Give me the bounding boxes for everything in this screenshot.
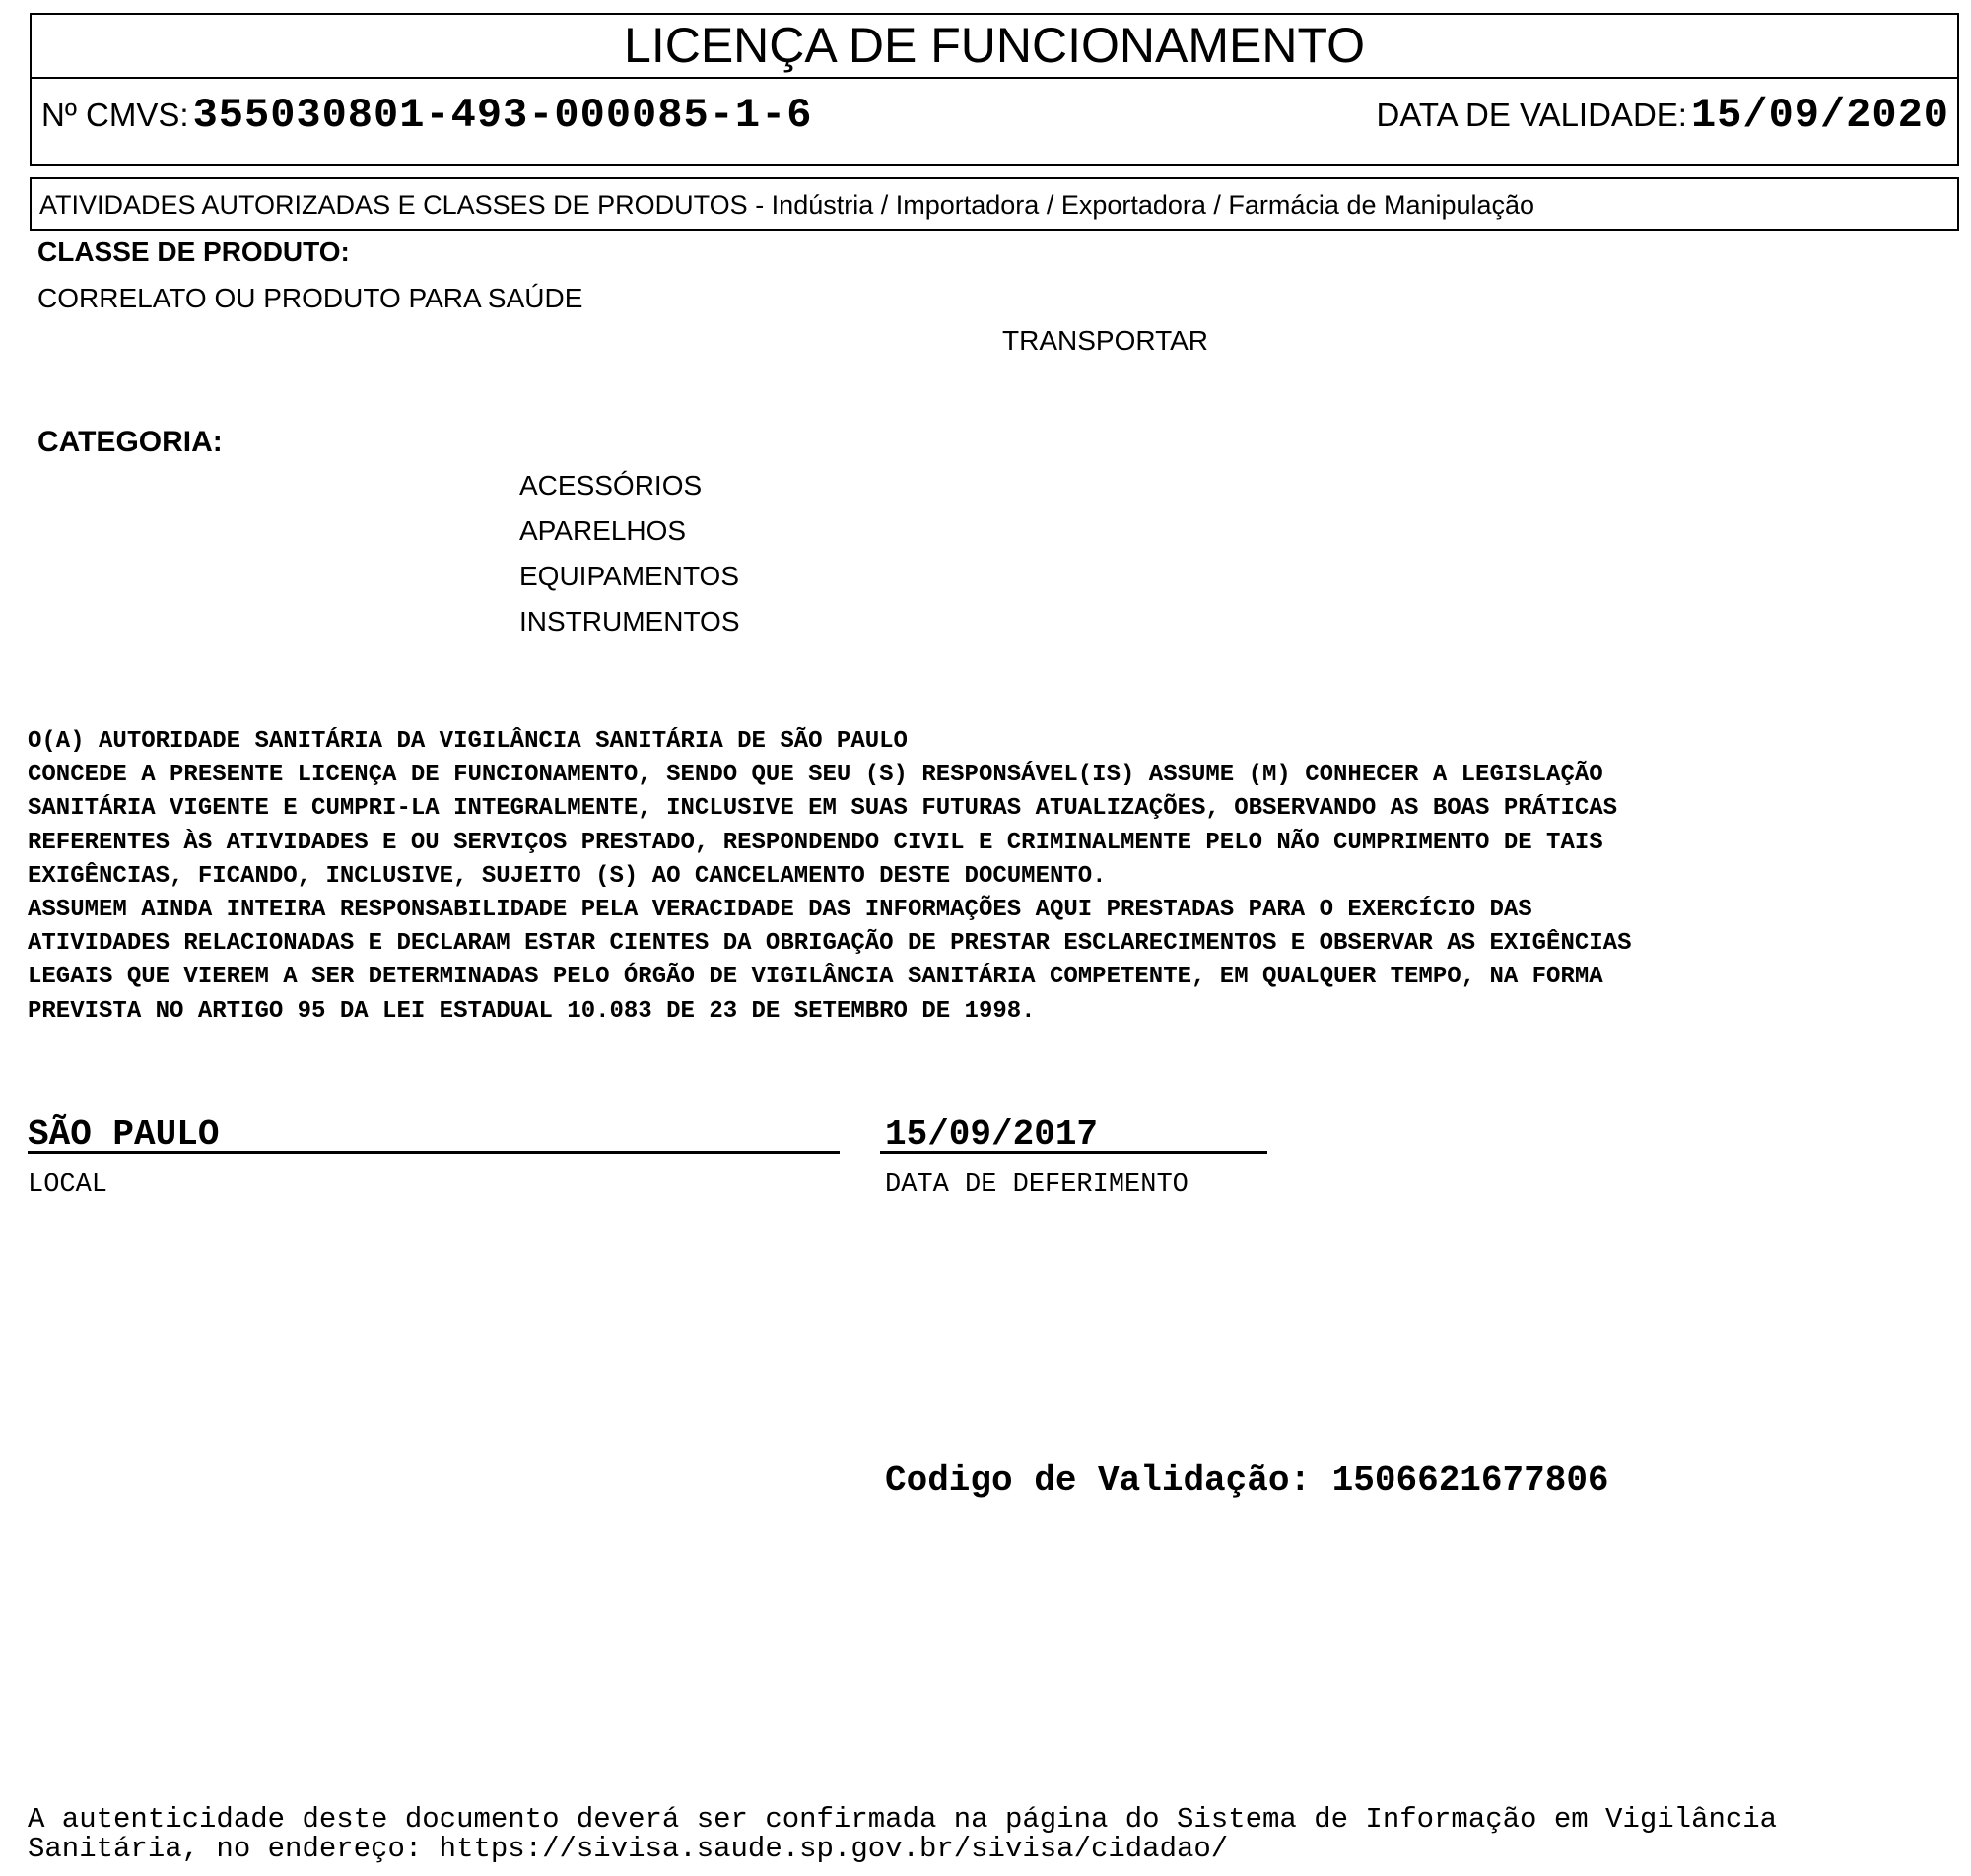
- category-item: EQUIPAMENTOS: [519, 561, 740, 591]
- document-title: LICENÇA DE FUNCIONAMENTO: [624, 18, 1365, 73]
- declaration-line: O(A) AUTORIDADE SANITÁRIA DA VIGILÂNCIA SANITÁRIA DE SÃO PAULO: [28, 728, 908, 755]
- validity-label: DATA DE VALIDADE:: [1376, 97, 1687, 133]
- declaration-text: [28, 725, 1959, 1029]
- category-list: [519, 463, 740, 644]
- category-item: ACESSÓRIOS: [519, 470, 703, 501]
- declaration-line: EXIGÊNCIAS, FICANDO, INCLUSIVE, SUJEITO (S) AO CANCELAMENTO DESTE DOCUMENTO.: [28, 862, 1107, 890]
- validity-date: 15/09/2020: [1690, 92, 1949, 139]
- activities-value: - Indústria / Importadora / Exportadora / Farmácia de Manipulação: [747, 190, 1535, 220]
- footer-line: A autenticidade deste documento deverá ser confirmada na página do Sistema de Informação em Vigilância: [28, 1803, 1778, 1836]
- authenticity-footer: [28, 1805, 1777, 1864]
- declaration-line: SANITÁRIA VIGENTE E CUMPRI-LA INTEGRALMENTE, INCLUSIVE EM SUAS FUTURAS ATUALIZAÇÕES, OBSERVANDO AS BOAS PRÁTICAS: [28, 795, 1618, 823]
- deferment-date-underline: [880, 1151, 1267, 1154]
- category-item: APARELHOS: [519, 515, 687, 546]
- local-underline: [28, 1151, 840, 1154]
- validity-row: [1377, 92, 1949, 139]
- activities-line: [39, 185, 1534, 225]
- declaration-line: CONCEDE A PRESENTE LICENÇA DE FUNCIONAMENTO, SENDO QUE SEU (S) RESPONSÁVEL(IS) ASSUME (M) CONHECER A LEGISLAÇÃO: [28, 762, 1603, 789]
- cmvs-row: [41, 92, 812, 139]
- declaration-line: PREVISTA NO ARTIGO 95 DA LEI ESTADUAL 10.083 DE 23 DE SETEMBRO DE 1998.: [28, 997, 1036, 1025]
- product-activity: TRANSPORTAR: [1002, 325, 1208, 356]
- local-value: SÃO PAULO: [28, 1114, 220, 1155]
- deferment-date-value: 15/09/2017: [885, 1114, 1099, 1155]
- declaration-line: ASSUMEM AINDA INTEIRA RESPONSABILIDADE PELA VERACIDADE DAS INFORMAÇÕES AQUI PRESTADAS PARA O EXERCÍCIO DAS: [28, 897, 1532, 924]
- activities-label: ATIVIDADES AUTORIZADAS E CLASSES DE PRODUTOS: [39, 190, 748, 220]
- validation-code: Codigo de Validação: 1506621677806: [885, 1460, 1609, 1501]
- activities-box: [30, 177, 1959, 231]
- header-divider: [32, 77, 1957, 79]
- cmvs-number: 355030801-493-000085-1-6: [192, 92, 813, 139]
- cmvs-label: Nº CMVS:: [41, 97, 189, 133]
- declaration-line: REFERENTES ÀS ATIVIDADES E OU SERVIÇOS PRESTADO, RESPONDENDO CIVIL E CRIMINALMENTE PELO NÃO CUMPRIMENTO DE TAIS: [28, 829, 1603, 856]
- product-class-value: CORRELATO OU PRODUTO PARA SAÚDE: [37, 283, 583, 313]
- license-header-box: [30, 13, 1959, 166]
- category-label: CATEGORIA:: [37, 426, 223, 458]
- declaration-line: LEGAIS QUE VIEREM A SER DETERMINADAS PELO ÓRGÃO DE VIGILÂNCIA SANITÁRIA COMPETENTE, EM QUALQUER TEMPO, NA FORMA: [28, 964, 1603, 991]
- local-label: LOCAL: [28, 1171, 108, 1200]
- deferment-date-label: DATA DE DEFERIMENTO: [885, 1171, 1189, 1200]
- declaration-line: ATIVIDADES RELACIONADAS E DECLARAM ESTAR CIENTES DA OBRIGAÇÃO DE PRESTAR ESCLARECIMENTOS E OBSERVAR AS EXIGÊNCIAS: [28, 930, 1632, 958]
- footer-line: Sanitária, no endereço: https://sivisa.saude.sp.gov.br/sivisa/cidadao/: [28, 1833, 1229, 1865]
- product-class-label: CLASSE DE PRODUTO:: [37, 236, 350, 267]
- category-item: INSTRUMENTOS: [519, 606, 740, 636]
